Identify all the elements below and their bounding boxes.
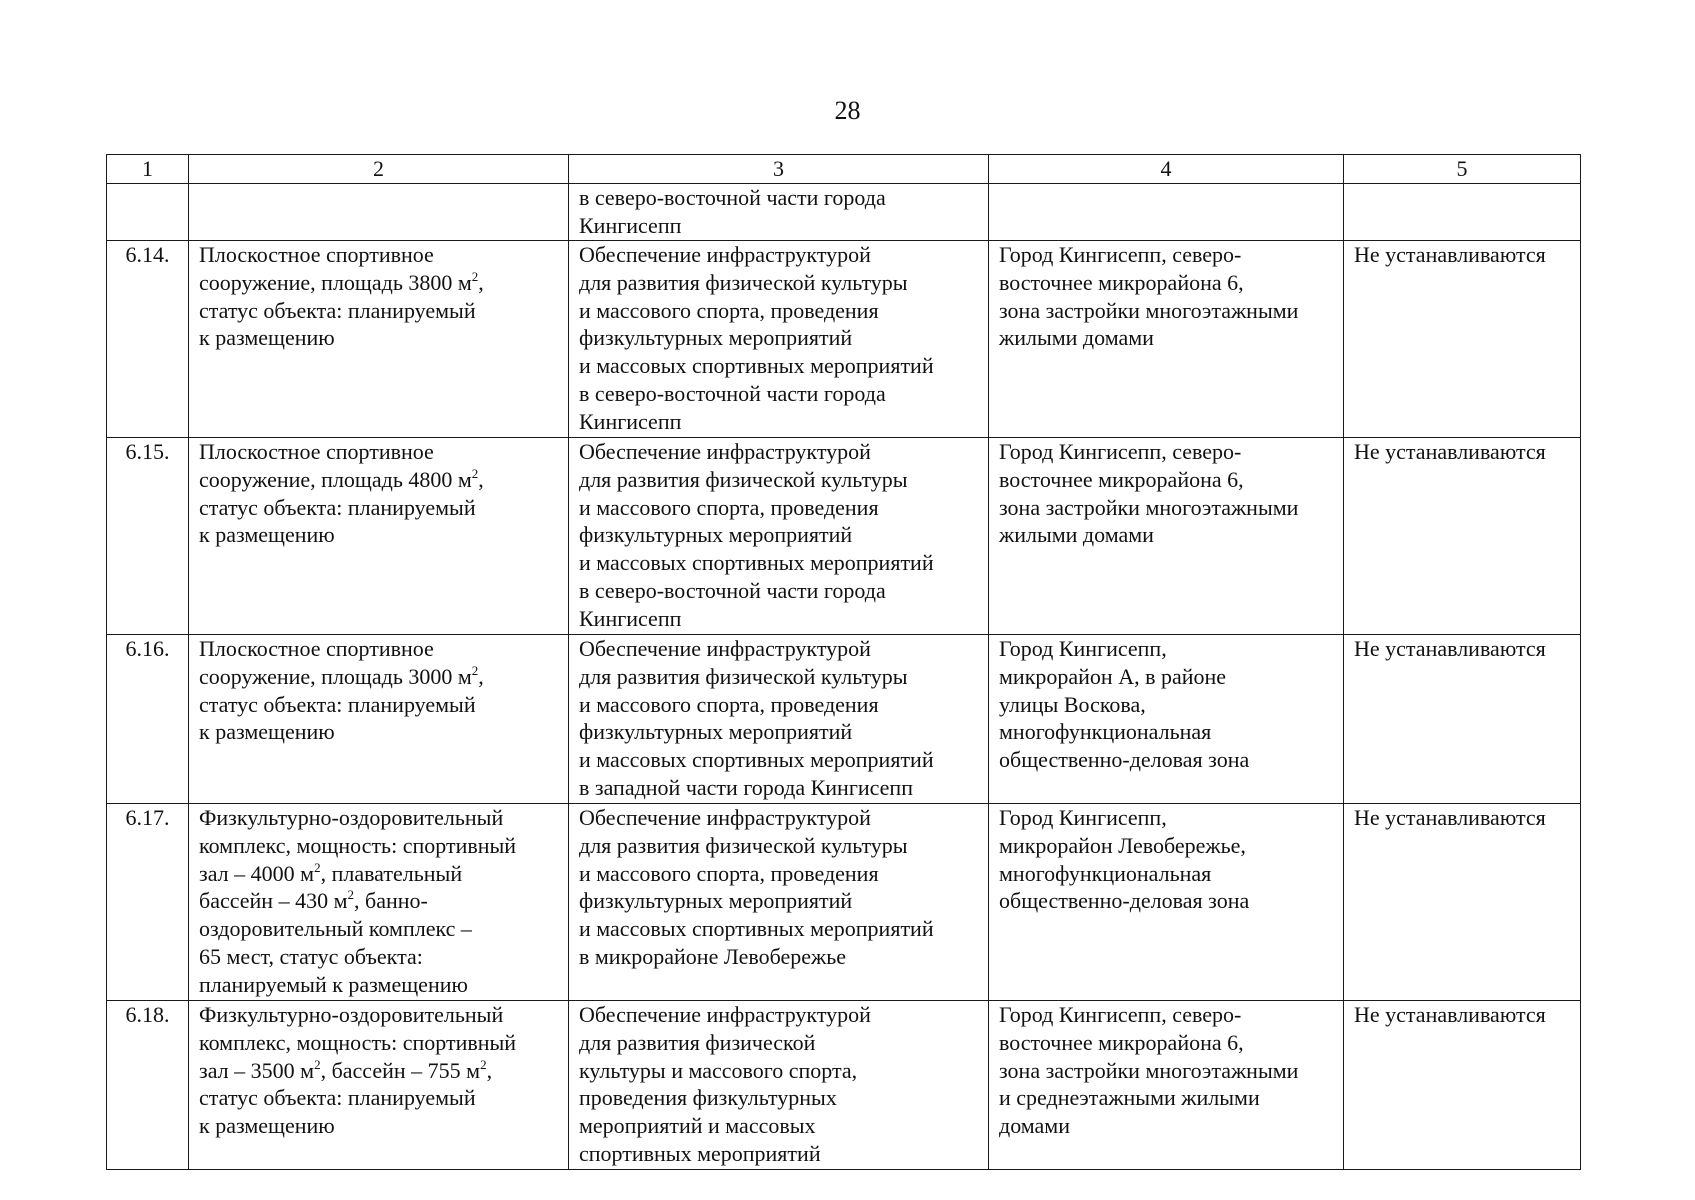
cell-zone: Не устанавливаются xyxy=(1344,1001,1581,1170)
text-line: Кингисепп xyxy=(579,212,682,238)
cell-num: 6.17. xyxy=(107,804,189,1001)
text-line: Город Кингисепп, xyxy=(999,805,1167,830)
cell-object xyxy=(189,635,569,804)
table-row-continuation xyxy=(107,184,1581,241)
text-line: физкультурных мероприятий xyxy=(579,888,853,914)
text-line: Город Кингисепп, северо- xyxy=(999,439,1242,464)
table-row xyxy=(107,635,1581,804)
text-line: физкультурных мероприятий xyxy=(579,719,853,745)
cell-zone: Не устанавливаются xyxy=(1344,241,1581,438)
header-col-1: 1 xyxy=(107,155,189,184)
text-line: и массовых спортивных мероприятий xyxy=(579,747,934,773)
text-line: Город Кингисепп, xyxy=(999,636,1167,661)
text-line: Обеспечение инфраструктурой xyxy=(579,636,871,661)
text-line: планируемый к размещению xyxy=(199,971,468,997)
table-row xyxy=(107,438,1581,635)
cell-num: 6.18. xyxy=(107,1001,189,1170)
text-line: улицы Воскова, xyxy=(999,691,1146,717)
text-line: Плоскостное спортивное xyxy=(199,242,434,267)
text-line: для развития физической культуры xyxy=(579,466,908,492)
text-line: Плоскостное спортивное xyxy=(199,636,434,661)
text-line: в микрорайоне Левобережье xyxy=(579,943,847,969)
text-line: статус объекта: планируемый xyxy=(199,1085,476,1111)
text-line: Кингисепп xyxy=(579,408,682,434)
text-line: спортивных мероприятий xyxy=(579,1140,821,1166)
text-line: в северо-восточной части города xyxy=(579,577,886,603)
text-line: в западной части города Кингисепп xyxy=(579,774,913,800)
text-line: мероприятий и массовых xyxy=(579,1113,816,1139)
cell-object xyxy=(189,184,569,241)
text-line: статус объекта: планируемый xyxy=(199,297,476,323)
table-row xyxy=(107,1001,1581,1170)
cell-location xyxy=(989,184,1344,241)
text-line: и среднеэтажными жилыми xyxy=(999,1085,1260,1111)
cell-zone: Не устанавливаются xyxy=(1344,804,1581,1001)
table-row xyxy=(107,241,1581,438)
superscript: 2 xyxy=(347,887,354,903)
text-line: жилыми домами xyxy=(999,522,1154,548)
text-line: общественно-деловая зона xyxy=(999,747,1250,773)
text-line: зал – 4000 $м^2$, плавательный xyxy=(199,859,463,886)
text-line: микрорайон Левобережье, xyxy=(999,832,1246,858)
superscript: 2 xyxy=(471,662,479,678)
text-line: сооружение, площадь 4800 $м^2$, xyxy=(199,465,484,492)
text-line: к размещению xyxy=(199,325,335,351)
cell-purpose xyxy=(569,438,989,635)
text-line: зал – 3500 $м^2$, бассейн – 755 $м^2$, xyxy=(199,1056,493,1083)
text-line: и массовых спортивных мероприятий xyxy=(579,550,934,576)
table-row xyxy=(107,804,1581,1001)
cell-zone xyxy=(1344,184,1581,241)
text-line: общественно-деловая зона xyxy=(999,888,1250,914)
text-line: к размещению xyxy=(199,522,335,548)
cell-zone: Не устанавливаются xyxy=(1344,438,1581,635)
text-line: в северо-восточной части города xyxy=(579,185,886,210)
text-line: для развития физической культуры xyxy=(579,663,908,689)
text-line: и массового спорта, проведения xyxy=(579,494,879,520)
text-line: зона застройки многоэтажными xyxy=(999,297,1299,323)
text-line: статус объекта: планируемый xyxy=(199,494,476,520)
table-header-row xyxy=(107,155,1581,184)
text-line: Физкультурно-оздоровительный xyxy=(199,1002,504,1027)
header-col-3: 3 xyxy=(569,155,989,184)
text-line: Кингисепп xyxy=(579,605,682,631)
text-line: и массовых спортивных мероприятий xyxy=(579,916,934,942)
text-line: для развития физической культуры xyxy=(579,269,908,295)
superscript: 2 xyxy=(480,1056,487,1072)
text-line: зона застройки многоэтажными xyxy=(999,494,1299,520)
text-line: восточнее микрорайона 6, xyxy=(999,1029,1244,1055)
cell-location xyxy=(989,1001,1344,1170)
text-line: в северо-восточной части города xyxy=(579,380,886,406)
text-line: и массового спорта, проведения xyxy=(579,297,879,323)
superscript: 2 xyxy=(314,1056,321,1072)
text-line: 65 мест, статус объекта: xyxy=(199,943,423,969)
cell-purpose xyxy=(569,635,989,804)
planning-table xyxy=(106,154,1581,1170)
cell-num xyxy=(107,184,189,241)
text-line: зона застройки многоэтажными xyxy=(999,1057,1299,1083)
header-col-5: 5 xyxy=(1344,155,1581,184)
cell-purpose xyxy=(569,804,989,1001)
text-line: восточнее микрорайона 6, xyxy=(999,466,1244,492)
text-line: бассейн – 430 $м^2$, банно- xyxy=(199,887,428,914)
text-line: сооружение, площадь 3000 $м^2$, xyxy=(199,662,484,689)
text-line: физкультурных мероприятий xyxy=(579,325,853,351)
cell-num: 6.16. xyxy=(107,635,189,804)
text-line: проведения физкультурных xyxy=(579,1085,837,1111)
superscript: 2 xyxy=(314,859,321,875)
cell-purpose xyxy=(569,241,989,438)
text-line: и массового спорта, проведения xyxy=(579,691,879,717)
text-line: статус объекта: планируемый xyxy=(199,691,476,717)
cell-location xyxy=(989,241,1344,438)
text-line: Обеспечение инфраструктурой xyxy=(579,242,871,267)
cell-num: 6.14. xyxy=(107,241,189,438)
text-line: и массовых спортивных мероприятий xyxy=(579,353,934,379)
page-number: 28 xyxy=(834,96,861,125)
text-line: для развития физической культуры xyxy=(579,832,908,858)
header-col-4: 4 xyxy=(989,155,1344,184)
text-line: Обеспечение инфраструктурой xyxy=(579,1002,871,1027)
text-line: домами xyxy=(999,1113,1071,1139)
text-line: комплекс, мощность: спортивный xyxy=(199,1029,517,1055)
text-line: Обеспечение инфраструктурой xyxy=(579,805,871,830)
text-line: физкультурных мероприятий xyxy=(579,522,853,548)
cell-location xyxy=(989,804,1344,1001)
text-line: к размещению xyxy=(199,1113,335,1139)
text-line: к размещению xyxy=(199,719,335,745)
text-line: Физкультурно-оздоровительный xyxy=(199,805,504,830)
text-line: для развития физической xyxy=(579,1029,816,1055)
cell-location xyxy=(989,438,1344,635)
cell-num: 6.15. xyxy=(107,438,189,635)
superscript: 2 xyxy=(471,268,479,284)
cell-object xyxy=(189,1001,569,1170)
text-line: многофункциональная xyxy=(999,719,1212,745)
text-line: Город Кингисепп, северо- xyxy=(999,242,1242,267)
text-line: Обеспечение инфраструктурой xyxy=(579,439,871,464)
text-line: многофункциональная xyxy=(999,860,1212,886)
text-line: сооружение, площадь 3800 $м^2$, xyxy=(199,268,484,295)
superscript: 2 xyxy=(471,465,479,481)
cell-purpose xyxy=(569,1001,989,1170)
text-line: комплекс, мощность: спортивный xyxy=(199,832,517,858)
text-line: Город Кингисепп, северо- xyxy=(999,1002,1242,1027)
text-line: жилыми домами xyxy=(999,325,1154,351)
text-line: Плоскостное спортивное xyxy=(199,439,434,464)
text-line: микрорайон А, в районе xyxy=(999,663,1227,689)
cell-location xyxy=(989,635,1344,804)
cell-purpose xyxy=(569,184,989,241)
text-line: и массового спорта, проведения xyxy=(579,860,879,886)
cell-object xyxy=(189,804,569,1001)
text-line: оздоровительный комплекс – xyxy=(199,916,472,942)
cell-zone: Не устанавливаются xyxy=(1344,635,1581,804)
header-col-2: 2 xyxy=(189,155,569,184)
cell-object xyxy=(189,438,569,635)
text-line: культуры и массового спорта, xyxy=(579,1057,858,1083)
text-line: восточнее микрорайона 6, xyxy=(999,269,1244,295)
cell-object xyxy=(189,241,569,438)
